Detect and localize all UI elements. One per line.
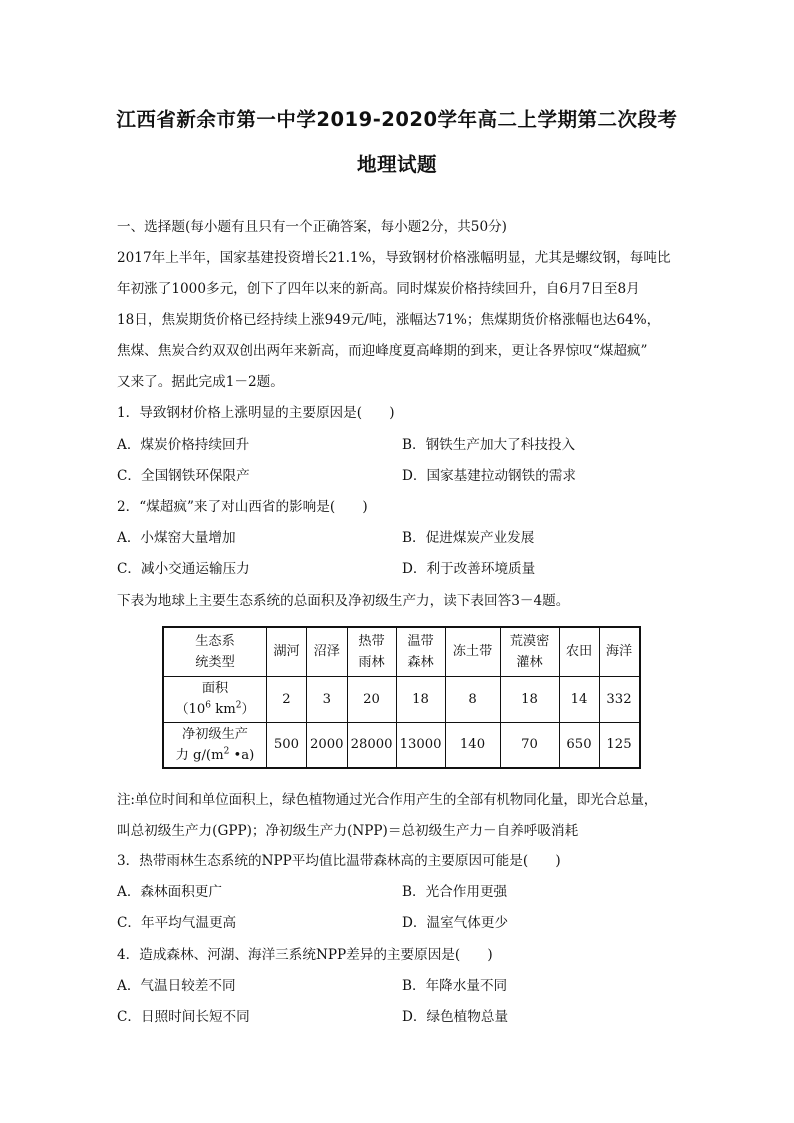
- ecosystem-table: [162, 626, 641, 769]
- table-cell: 500: [267, 722, 307, 768]
- table-cell: 8: [445, 676, 500, 722]
- table-cell: 140: [445, 722, 500, 768]
- question-4-option-c: C．日照时间长短不同: [117, 1009, 250, 1025]
- table-cell: 70: [500, 722, 559, 768]
- table-cell: 18: [500, 676, 559, 722]
- table-cell: 650: [559, 722, 599, 768]
- question-3-option-c: C．年平均气温更高: [117, 915, 237, 931]
- table-row-area: [163, 676, 640, 722]
- question-3-stem: 3．热带雨林生态系统的NPP平均值比温带森林高的主要原因可能是( ): [117, 853, 561, 869]
- passage-line: 又来了。据此完成1－2题。: [117, 374, 284, 390]
- table-cell: 2000: [307, 722, 348, 768]
- table-note-line2: 叫总初级生产力(GPP)；净初级生产力(NPP)＝总初级生产力－自养呼吸消耗: [117, 823, 579, 839]
- passage-line: 18日，焦炭期货价格已经持续上涨949元/吨，涨幅达71%；焦煤期货价格涨幅也达64%，: [117, 312, 661, 328]
- table-cell: 18: [396, 676, 445, 722]
- table-cell: 2: [267, 676, 307, 722]
- table-row-npp: [163, 722, 640, 768]
- question-2-option-a: A．小煤窑大量增加: [117, 530, 236, 546]
- question-3-option-d: D．温室气体更少: [402, 915, 509, 931]
- table-col-header: 沼泽: [307, 627, 348, 676]
- question-2-option-d: D．利于改善环境质量: [402, 561, 536, 577]
- question-1-option-d: D．国家基建拉动钢铁的需求: [402, 468, 577, 484]
- table-cell: 14: [559, 676, 599, 722]
- question-2-option-b: B．促进煤炭产业发展: [402, 530, 535, 546]
- table-cell: 20: [347, 676, 396, 722]
- question-1-option-c: C．全国钢铁环保限产: [117, 468, 250, 484]
- question-1-stem: 1．导致钢材价格上涨明显的主要原因是( ): [117, 405, 395, 421]
- page-title-line2: 地理试题: [356, 153, 437, 176]
- question-4-option-d: D．绿色植物总量: [402, 1009, 509, 1025]
- question-3-option-b: B．光合作用更强: [402, 884, 508, 900]
- table-col-header: 农田: [559, 627, 599, 676]
- question-4-option-b: B．年降水量不同: [402, 978, 508, 994]
- question-1-option-b: B．钢铁生产加大了科技投入: [402, 437, 576, 453]
- table-col-header: 海洋: [599, 627, 640, 676]
- question-3-option-a: A．森林面积更广: [117, 884, 222, 900]
- question-1-option-a: A．煤炭价格持续回升: [117, 437, 250, 453]
- table-cell: 13000: [396, 722, 445, 768]
- section-heading: 一、选择题(每小题有且只有一个正确答案，每小题2分，共50分): [117, 219, 507, 235]
- table-col-header: 湖河: [267, 627, 307, 676]
- table-cell: 332: [599, 676, 640, 722]
- table-row-label-npp: 净初级生产 力 $g/(m^2$ •a): [163, 722, 267, 768]
- table-col-header: 荒漠密 灌林: [500, 627, 559, 676]
- question-4-option-a: A．气温日较差不同: [117, 978, 236, 994]
- table-intro: 下表为地球上主要生态系统的总面积及净初级生产力，读下表回答3－4题。: [117, 593, 570, 609]
- table-cell: 125: [599, 722, 640, 768]
- question-2-stem: 2．“煤超疯”来了对山西省的影响是( ): [117, 499, 368, 515]
- table-note-line1: 注:单位时间和单位面积上，绿色植物通过光合作用产生的全部有机物同化量，即光合总量，: [117, 792, 658, 808]
- table-header-row: [163, 627, 640, 676]
- table-row-label-area: 面积 （$10^6$ $km^2$）: [163, 676, 267, 722]
- table-col-header: 温带 森林: [396, 627, 445, 676]
- question-4-stem: 4．造成森林、河湖、海洋三系统NPP差异的主要原因是( ): [117, 947, 493, 963]
- passage-line: 2017年上半年，国家基建投资增长21.1%，导致钢材价格涨幅明显，尤其是螺纹钢，每吨比: [117, 250, 671, 266]
- passage-line: 年初涨了1000多元，创下了四年以来的新高。同时煤炭价格持续回升，自6月7日至8月: [117, 281, 640, 297]
- passage-line: 焦煤、焦炭合约双双创出两年来新高，而迎峰度夏高峰期的到来，更让各界惊叹“煤超疯”: [117, 343, 648, 359]
- table-col-header: 冻土带: [445, 627, 500, 676]
- page-title-line1: 江西省新余市第一中学2019-2020学年高二上学期第二次段考: [116, 108, 678, 131]
- question-2-option-c: C．减小交通运输压力: [117, 561, 250, 577]
- table-col-header: 热带 雨林: [347, 627, 396, 676]
- table-cell: 3: [307, 676, 348, 722]
- table-header-label: 生态系 统类型: [163, 627, 267, 676]
- table-cell: 28000: [347, 722, 396, 768]
